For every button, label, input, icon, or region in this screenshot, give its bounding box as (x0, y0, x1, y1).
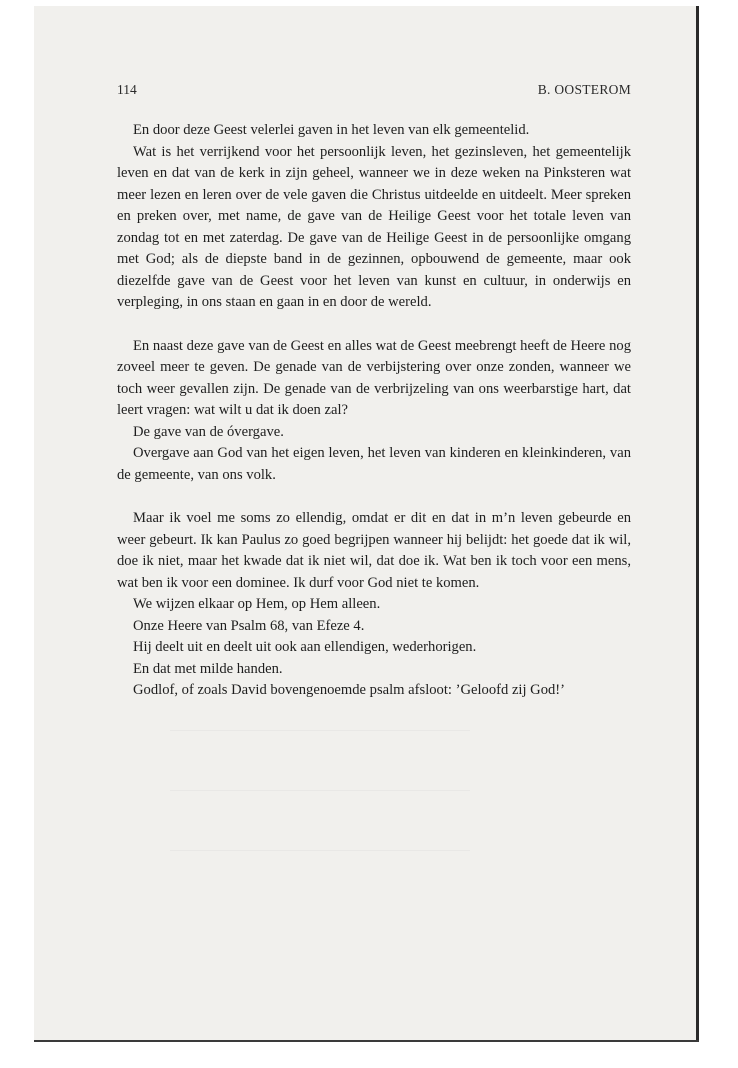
paragraph-7: We wijzen elkaar op Hem, op Hem alleen. (133, 596, 381, 612)
paragraph-9: Hij deelt uit en deelt uit ook aan ellendigen, wederhorigen. (133, 639, 477, 655)
paragraph-2: Wat is het verrijkend voor het persoonlijk leven, het gezinsleven, het gemeentelijk leven en dat van de kerk in zijn geheel, wanneer we in deze weken na Pinksteren wat meer lezen en leren over de vele gaven die Christus uitdeelde en uitdeelt. Meer spreken en preken over, met name, de gave van de Heilige Geest voor het totale leven van zondag tot en met zaterdag. De gave van de Heilige Geest in de persoonlijke omgang met God; als de diepste band in de gezinnen, opbouwend de gemeente, maar ook diezelfde gave van de Geest voor het leven van kunst en cultuur, in onderwijs en verpleging, in ons staan en gaan in en door de wereld. (117, 143, 631, 310)
paragraph-5: Overgave aan God van het eigen leven, het leven van kinderen en kleinkinderen, van de gemeente, van ons volk. (117, 445, 631, 483)
page-edge-shadow (696, 6, 699, 1040)
paragraph-10: En dat met milde handen. (133, 660, 283, 677)
running-head-author: B. OOSTEROM (537, 82, 631, 97)
paragraph-8: Onze Heere van Psalm 68, van Efeze 4. (133, 617, 365, 634)
paragraph-11: Godlof, of zoals David bovengenoemde psalm afsloot: ’Geloofd zij God!’ (133, 682, 566, 698)
bleed-through-line (170, 790, 470, 791)
page-number: 114 (117, 82, 137, 97)
paragraph-3: En naast deze gave van de Geest en alles wat de Geest meebrengt heeft de Heere nog zoveel meer te geven. De genade van de verbijstering over onze zonden, wanneer we toch weer gevallen zijn. De genade van de verbrijzeling van ons weerbarstige hart, dat leert vragen: wat wilt u dat ik doen zal? (117, 337, 631, 418)
bleed-through-line (170, 850, 470, 851)
paragraph-4: De gave van de óvergave. (133, 423, 284, 440)
paragraph-6: Maar ik voel me soms zo ellendig, omdat er dit en dat in m’n leven gebeurde en weer gebeurt. Ik kan Paulus zo goed begrijpen wanneer hij belijdt: het goede dat ik wil, doe ik niet, maar het kwade dat ik niet wil, dat doe ik. Wat ben ik toch voor een mens, wat ben ik voor een dominee. Ik durf voor God niet te komen. (117, 510, 631, 591)
bleed-through-line (170, 730, 470, 731)
body-text (117, 120, 631, 702)
paragraph-1: En door deze Geest velerlei gaven in het leven van elk gemeentelid. (133, 122, 530, 138)
page-edge-bottom (34, 1040, 699, 1042)
